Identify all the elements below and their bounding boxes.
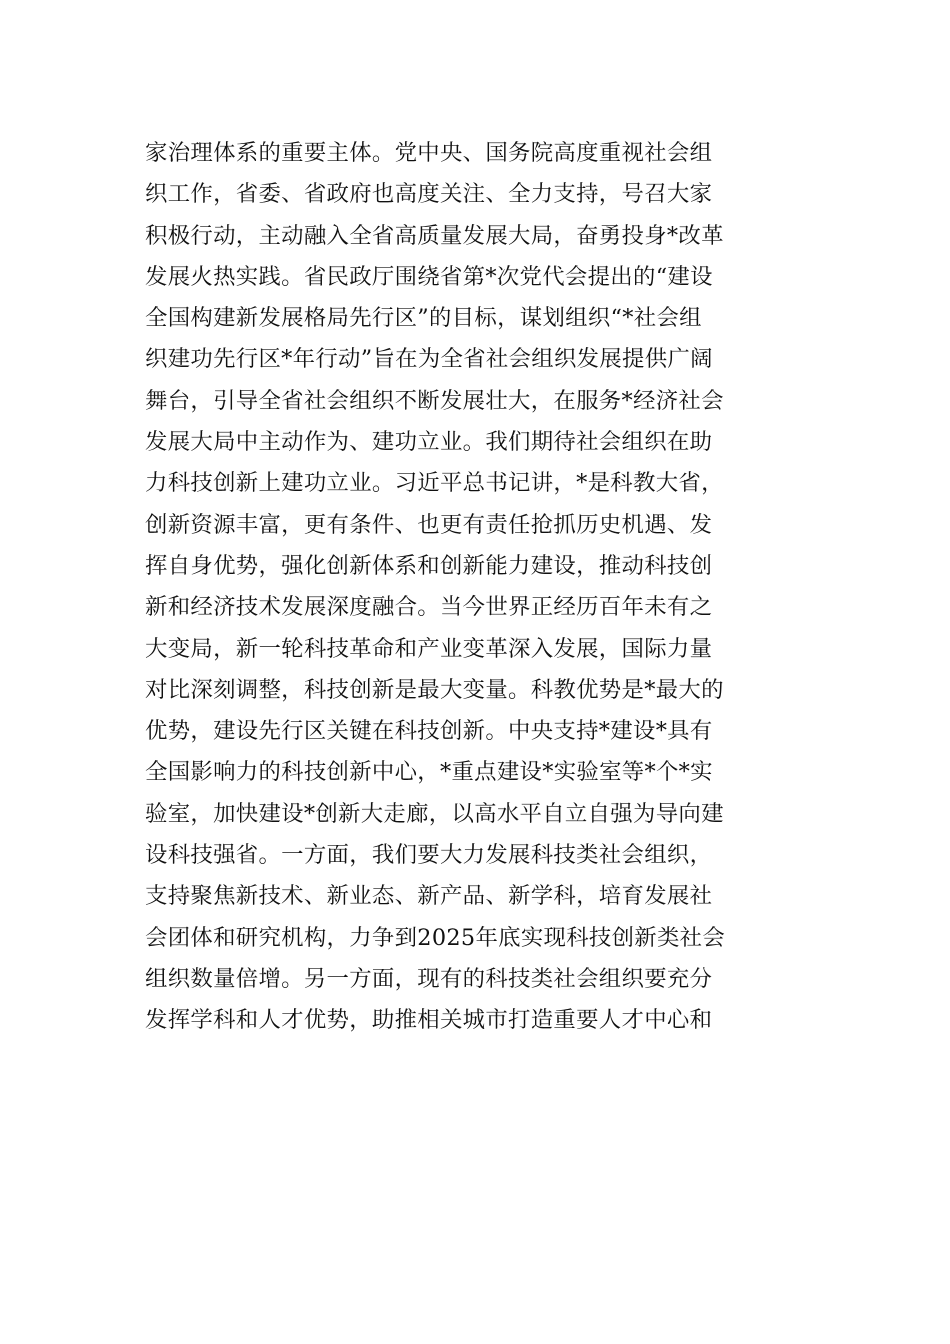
text-line-17: 验室，加快建设*创新大走廊，以高水平自立自强为导向建 bbox=[145, 800, 724, 827]
text-line-11: 挥自身优势，强化创新体系和创新能力建设，推动科技创 bbox=[145, 552, 713, 579]
text-line-2: 织工作，省委、省政府也高度关注、全力支持，号召大家 bbox=[145, 181, 713, 208]
text-line-19: 支持聚焦新技术、新业态、新产品、新学科，培育发展社 bbox=[145, 883, 713, 910]
text-line-10: 创新资源丰富，更有条件、也更有责任抢抓历史机遇、发 bbox=[145, 511, 713, 538]
text-line-13: 大变局，新一轮科技革命和产业变革深入发展，国际力量 bbox=[145, 635, 713, 662]
text-line-9: 力科技创新上建功立业。习近平总书记讲，*是科教大省， bbox=[145, 470, 724, 497]
text-line-14: 对比深刻调整，科技创新是最大变量。科教优势是*最大的 bbox=[145, 676, 724, 703]
text-line-5: 全国构建新发展格局先行区”的目标，谋划组织“*社会组 bbox=[145, 305, 702, 332]
text-line-3: 积极行动，主动融入全省高质量发展大局，奋勇投身*改革 bbox=[145, 222, 724, 249]
text-line-16: 全国影响力的科技创新中心，*重点建设*实验室等*个*实 bbox=[145, 759, 713, 786]
text-line-7: 舞台，引导全省社会组织不断发展壮大，在服务*经济社会 bbox=[145, 387, 724, 414]
text-line-15: 优势，建设先行区关键在科技创新。中央支持*建设*具有 bbox=[145, 718, 713, 745]
text-line-6: 织建功先行区*年行动”旨在为全省社会组织发展提供广阔 bbox=[145, 346, 713, 373]
body-paragraph bbox=[145, 133, 825, 1042]
text-line-1: 家治理体系的重要主体。党中央、国务院高度重视社会组 bbox=[145, 140, 713, 166]
text-line-22: 发挥学科和人才优势，助推相关城市打造重要人才中心和 bbox=[145, 1007, 713, 1034]
text-line-20: 会团体和研究机构，力争到2025年底实现科技创新类社会 bbox=[145, 924, 726, 951]
text-line-21: 组织数量倍增。另一方面，现有的科技类社会组织要充分 bbox=[145, 965, 713, 992]
text-line-18: 设科技强省。一方面，我们要大力发展科技类社会组织， bbox=[145, 842, 713, 869]
text-line-12: 新和经济技术发展深度融合。当今世界正经历百年未有之 bbox=[145, 594, 713, 621]
text-line-8: 发展大局中主动作为、建功立业。我们期待社会组织在助 bbox=[145, 429, 713, 456]
text-line-4: 发展火热实践。省民政厅围绕省第*次党代会提出的“建设 bbox=[145, 263, 713, 290]
